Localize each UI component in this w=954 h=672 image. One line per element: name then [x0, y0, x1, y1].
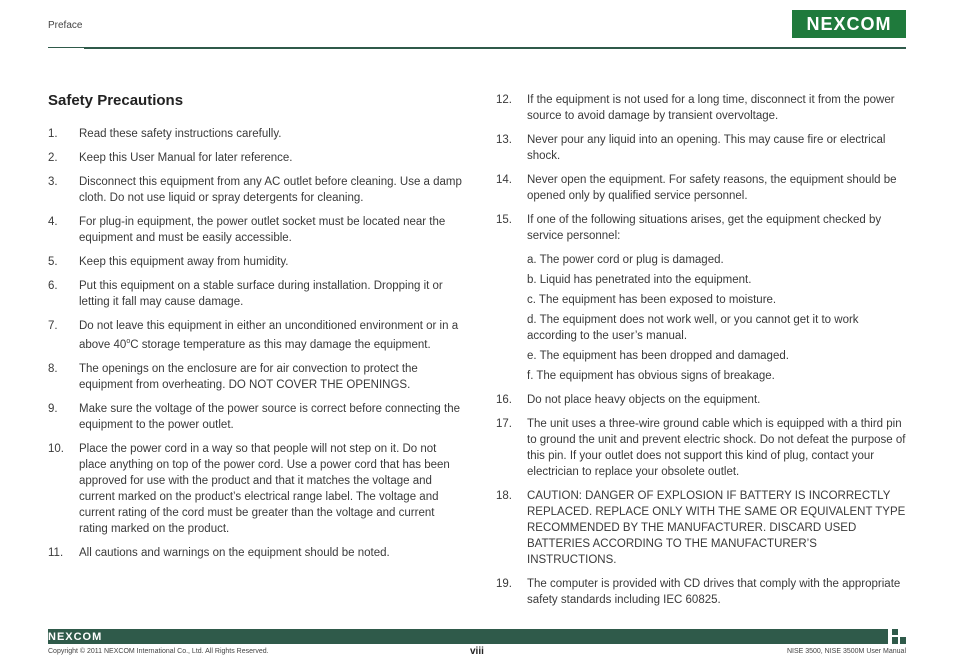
item-text: Keep this User Manual for later reference.	[79, 152, 293, 164]
list-item	[48, 126, 462, 142]
item-number: 14.	[496, 174, 512, 186]
list-item	[48, 545, 462, 561]
sub-item: f. The equipment has obvious signs of breakage.	[527, 370, 775, 382]
footer-bar	[48, 629, 888, 644]
list-item	[496, 172, 908, 204]
item-number: 18.	[496, 490, 512, 502]
item-number: 1.	[48, 128, 58, 140]
footer-logo-text: NEXCOM	[48, 631, 103, 643]
list-item	[496, 212, 908, 244]
page-title: Safety Precautions	[48, 92, 184, 109]
footer-logo	[48, 630, 102, 644]
item-text: Put this equipment on a stable surface during installation. Dropping it or letting it fall may cause damage.	[79, 280, 443, 308]
item-number: 6.	[48, 280, 58, 292]
list-item	[48, 278, 462, 310]
list-item	[48, 254, 462, 270]
item-text: The openings on the enclosure are for air convection to protect the equipment from overheating. DO NOT COVER THE OPENINGS.	[79, 362, 418, 391]
footer-squares-icon	[892, 629, 906, 644]
item-number: 8.	[48, 362, 58, 375]
item-number: 12.	[496, 94, 512, 106]
item-text: Keep this equipment away from humidity.	[79, 256, 289, 268]
list-item	[496, 416, 908, 480]
item-text: The unit uses a three-wire ground cable which is equipped with a third pin to ground the unit and prevent electric shock. Do not defeat the purpose of this pin. If your outlet does not support this kind of plug, contact your electrician to replace your obsolete outlet.	[527, 418, 906, 478]
logo-text: NEXCOM	[806, 13, 892, 34]
item-number: 7.	[48, 320, 58, 332]
item-number: 9.	[48, 402, 58, 415]
list-item	[496, 488, 908, 568]
item-text: For plug-in equipment, the power outlet socket must be located near the equipment and must be easily accessible.	[79, 216, 446, 244]
header-rule-stub	[48, 47, 84, 48]
item-number: 13.	[496, 134, 512, 146]
item-text: Place the power cord in a way so that people will not step on it. Do not place anything on top of the power cord. Use a power cord that has been approved for use with the product and that it matches the voltage and current marked on the product’s electrical range label. The voltage and current rating of the cord must be greater than the voltage and current rating marked on the product.	[79, 442, 450, 535]
item-text: All cautions and warnings on the equipment should be noted.	[79, 546, 390, 559]
list-item	[48, 361, 462, 393]
item-number: 11.	[48, 546, 64, 559]
list-item	[48, 441, 462, 537]
item-text: Never open the equipment. For safety reasons, the equipment should be opened only by qualified service personnel.	[527, 174, 897, 202]
item-text: The computer is provided with CD drives that comply with the appropriate safety standards including IEC 60825.	[527, 578, 901, 606]
list-item	[48, 214, 462, 246]
list-item	[48, 174, 462, 206]
item-text-b: C storage temperature as this may damage the equipment.	[130, 338, 431, 351]
list-item	[48, 150, 462, 166]
item-text: CAUTION: DANGER OF EXPLOSION IF BATTERY IS INCORRECTLY REPLACED. REPLACE ONLY WITH THE SAME OR EQUIVALENT TYPE RECOMMENDED BY THE MANUFACTURER. DISCARD USED BATTERIES ACCORDING TO THE MANUFACTURER’S INSTRUCTIONS.	[527, 490, 906, 566]
item-number: 10.	[48, 442, 64, 455]
left-column	[48, 126, 462, 569]
item-text: If the equipment is not used for a long time, disconnect it from the power source to avoid damage by transient overvoltage.	[527, 94, 895, 122]
list-item	[496, 576, 908, 608]
list-item	[48, 401, 462, 433]
item-text: Do not place heavy objects on the equipment.	[527, 394, 761, 406]
item-number: 3.	[48, 176, 58, 188]
copyright: Copyright © 2011 NEXCOM International Co., Ltd. All Rights Reserved.	[48, 648, 269, 655]
item-text: If one of the following situations arises, get the equipment checked by service personnel:	[527, 214, 882, 242]
item-number: 16.	[496, 394, 512, 406]
nexcom-logo	[792, 10, 906, 38]
sub-item: a. The power cord or plug is damaged.	[527, 254, 724, 266]
item-number: 15.	[496, 214, 512, 226]
sub-item: c. The equipment has been exposed to moisture.	[527, 294, 777, 306]
item-text: Make sure the voltage of the power source is correct before connecting the equipment to the power outlet.	[79, 402, 460, 431]
list-item	[48, 318, 462, 353]
item-number: 5.	[48, 256, 58, 268]
section-label: Preface	[48, 20, 83, 31]
item-number: 2.	[48, 152, 58, 164]
list-item	[496, 392, 908, 408]
sub-item: e. The equipment has been dropped and damaged.	[527, 350, 789, 362]
item-text: Never pour any liquid into an opening. This may cause fire or electrical shock.	[527, 134, 886, 162]
sub-item: d. The equipment does not work well, or you cannot get it to work according to the user’s manual.	[527, 314, 859, 342]
list-item	[496, 92, 908, 124]
item-text	[79, 318, 462, 353]
sub-item: b. Liquid has penetrated into the equipment.	[527, 274, 752, 286]
item-number: 4.	[48, 216, 58, 228]
degree-sup: o	[126, 338, 131, 345]
item-text-a: Do not leave this equipment in either an unconditioned environment or in a above 40	[79, 320, 459, 351]
item-text: Disconnect this equipment from any AC outlet before cleaning. Use a damp cloth. Do not use liquid or spray detergents for cleaning.	[79, 176, 462, 204]
list-item	[496, 132, 908, 164]
item-number: 17.	[496, 418, 512, 430]
item-number: 19.	[496, 578, 512, 590]
right-column	[496, 92, 908, 616]
page-number: viii	[470, 646, 484, 657]
manual-title: NISE 3500, NISE 3500M User Manual	[786, 648, 906, 655]
header-rule	[84, 47, 906, 49]
item-text: Read these safety instructions carefully.	[79, 128, 282, 140]
